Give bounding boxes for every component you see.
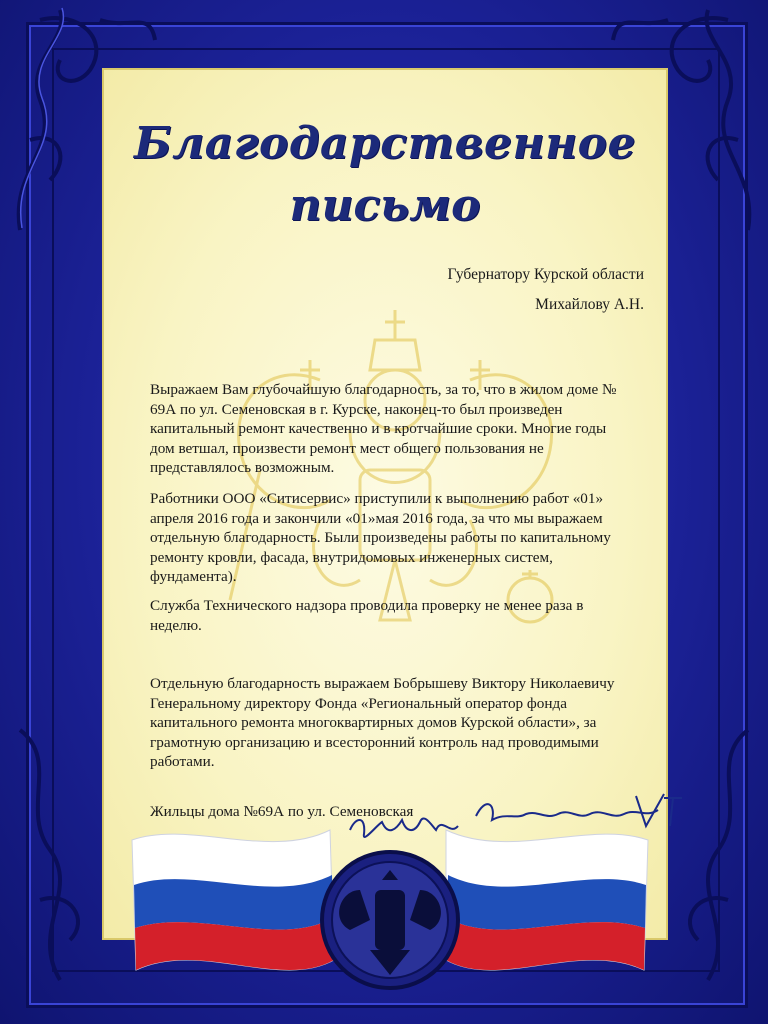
corner-ornament-icon	[658, 720, 768, 1020]
paragraph-3: Служба Технического надзора проводила проверку не менее раза в неделю.	[150, 597, 584, 634]
title-line-1: Благодарственное	[133, 118, 636, 169]
signature-label: Жильцы дома №69А по ул. Семеновская	[150, 803, 414, 820]
paragraph-2: Работники ООО «Ситисервис» приступили к выполнению работ «01» апреля 2016 года и закончили «01»мая 2016 года, за что мы выражаем отдельную благодарность. Были произведены работы по капитальному ремонту кровли, фасада, внутридомовых инженерных систем, фундамента).	[150, 490, 611, 586]
paragraph-4: Отдельную благодарность выражаем Бобрышеву Виктору Николаевичу Генеральному директору Фонда «Региональный оператор фонда капитального ремонта многоквартирных домов Курской области», за грамотную организацию и всесторонний контроль над проводимыми работами.	[150, 675, 615, 771]
addressee-position: Губернатору Курской области	[447, 266, 644, 283]
russian-flag-ribbon-icon	[120, 820, 660, 1000]
addressee-name: Михайлову А.Н.	[535, 296, 644, 313]
corner-ornament-icon	[0, 720, 110, 1020]
paragraph-1: Выражаем Вам глубочайшую благодарность, за то, что в жилом доме № 69А по ул. Семеновская в г. Курске, наконец-то был произведен капитальный ремонт качественно и в кротчайшие сроки. Многие годы дом ветшал, произвести ремонт мест общего пользования не представлялось возможным.	[150, 381, 617, 477]
title-line-2: письмо	[289, 180, 481, 231]
